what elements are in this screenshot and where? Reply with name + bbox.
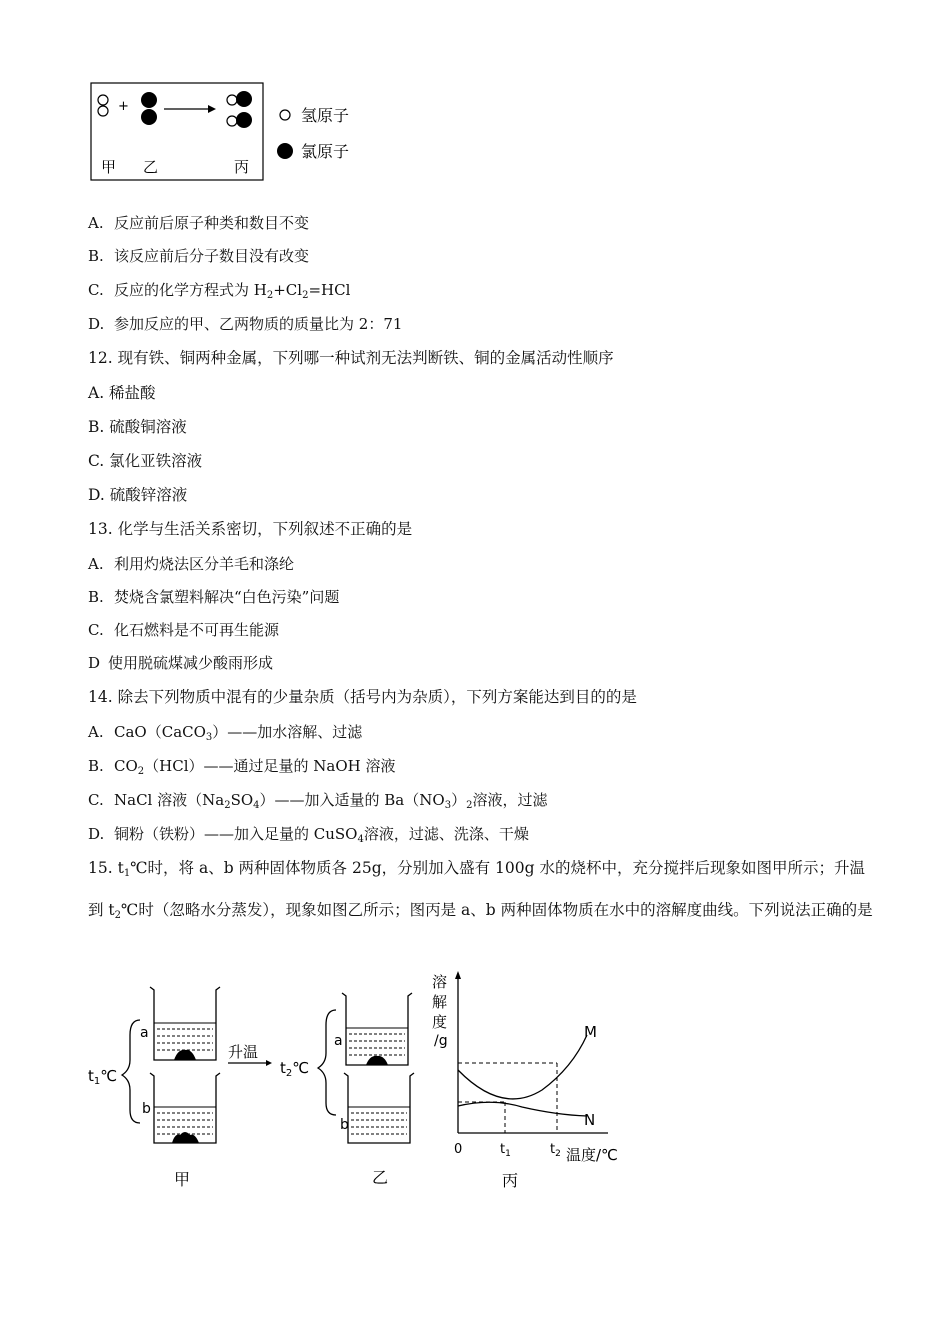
q14-stem: 14. 除去下列物质中混有的少量杂质（括号内为杂质），下列方案能达到目的的是: [88, 688, 637, 706]
label-jia: 甲: [101, 158, 117, 176]
solubility-chart: [432, 971, 618, 1190]
x-axis-label: 温度/℃: [566, 1146, 618, 1164]
reaction-diagram: [88, 80, 368, 186]
chlorine-atom-icon: [236, 91, 252, 107]
solid-a-jia: [174, 1050, 196, 1060]
beaker-a-jia-label: a: [140, 1025, 149, 1041]
heat-label: 升温: [228, 1043, 259, 1061]
jia-brace: [122, 1020, 140, 1123]
curve-N: [458, 1102, 587, 1116]
legend-hydrogen-label: 氢原子: [301, 106, 350, 125]
beaker-a-jia: [150, 987, 220, 1060]
q12-option-d: D. 硫酸锌溶液: [88, 486, 188, 504]
heat-arrow-head-icon: [266, 1060, 272, 1066]
q11-option-d: D. 参加反应的甲、乙两物质的质量比为 2：71: [88, 315, 403, 333]
q12-option-a: A. 稀盐酸: [88, 384, 156, 402]
chlorine-atom-icon: [141, 109, 157, 125]
beaker-a-yi-label: a: [334, 1033, 343, 1049]
legend-hydrogen-icon: [280, 110, 290, 120]
q14-option-c: C. NaCl 溶液$(Na_2SO_4)——$加入适量的 $Ba(NO_3)_2$溶液，过滤: [88, 791, 548, 811]
jia-temp-label: $t_1℃$: [88, 1067, 118, 1087]
label-bing: 丙: [234, 158, 250, 176]
yi-temp-label: $t_2℃$: [280, 1059, 310, 1079]
curve-M-label: M: [584, 1023, 597, 1041]
y-label-1: 溶: [432, 973, 448, 991]
tick-t2: $t_2$: [550, 1142, 561, 1159]
chlorine-atom-icon: [141, 92, 157, 108]
hydrogen-atom-icon: [227, 116, 237, 126]
y-axis-arrow-icon: [455, 971, 461, 979]
caption-bing: 丙: [502, 1171, 519, 1190]
q12-stem: 12. 现有铁、铜两种金属，下列哪一种试剂无法判断铁、铜的金属活动性顺序: [88, 349, 614, 367]
y-label-4: /g: [434, 1033, 448, 1049]
q14-option-b: B. $CO_2(HCl)——$通过足量的 NaOH 溶液: [88, 757, 396, 777]
solubility-figure: [82, 965, 642, 1195]
yi-brace: [318, 1010, 336, 1115]
q14-option-a: A. CaO（CaCO$_3$）——加水溶解、过滤: [88, 723, 363, 743]
hydrogen-atom-icon: [227, 95, 237, 105]
q13-option-c: C. 化石燃料是不可再生能源: [88, 621, 280, 639]
beaker-b-jia-label: b: [142, 1101, 151, 1117]
q12-option-b: B. 硫酸铜溶液: [88, 418, 187, 436]
origin-label: 0: [454, 1142, 463, 1157]
chlorine-atom-icon: [236, 112, 252, 128]
y-label-3: 度: [432, 1013, 448, 1031]
solid-a-yi: [366, 1056, 388, 1065]
tick-t1: $t_1$: [500, 1142, 511, 1159]
caption-jia: 甲: [174, 1170, 191, 1189]
hydrogen-atom-icon: [98, 95, 108, 105]
beaker-b-jia: [150, 1073, 220, 1143]
beaker-a-yi: [342, 993, 412, 1065]
q11-option-c: C. 反应的化学方程式为 $H_2+Cl_2=HCl$: [88, 281, 351, 301]
legend-chlorine-label: 氯原子: [301, 142, 350, 161]
q15-stem: 15. $t_1℃$时，将 a、b 两种固体物质各 25g，分别加入盛有 100g 水的烧杯中，充分搅拌后现象如图甲所示；升温到 $t_2℃$时（忽略水分蒸发），现象如图乙所示；图丙是 a、b 两种固体物质在水中的溶解度曲线。下列说法正确的是: [88, 859, 873, 921]
q11-option-b: B. 该反应前后分子数目没有改变: [88, 247, 310, 265]
q13-option-b: B. 焚烧含氯塑料解决“白色污染”问题: [88, 588, 340, 606]
beaker-b-yi-label: b: [340, 1117, 349, 1133]
caption-yi: 乙: [372, 1168, 389, 1187]
q14-option-d: D. 铜粉（铁粉）——加入足量的 CuSO$_4$溶液，过滤、洗涤、干燥: [88, 825, 529, 845]
q13-option-d: D 使用脱硫煤减少酸雨形成: [88, 654, 274, 672]
arrow-head-icon: [208, 105, 216, 113]
legend-chlorine-icon: [277, 143, 293, 159]
y-label-2: 解: [432, 993, 448, 1011]
beaker-b-yi: [344, 1073, 414, 1143]
curve-M: [458, 1035, 587, 1099]
plus-sign: +: [118, 99, 129, 114]
q13-option-a: A. 利用灼烧法区分羊毛和涤纶: [88, 555, 295, 573]
label-yi: 乙: [143, 158, 159, 176]
q12-option-c: C. 氯化亚铁溶液: [88, 452, 203, 470]
curve-N-label: N: [584, 1111, 596, 1129]
hydrogen-atom-icon: [98, 106, 108, 116]
q11-option-a: A. 反应前后原子种类和数目不变: [88, 214, 310, 232]
q13-stem: 13. 化学与生活关系密切，下列叙述不正确的是: [88, 520, 413, 538]
